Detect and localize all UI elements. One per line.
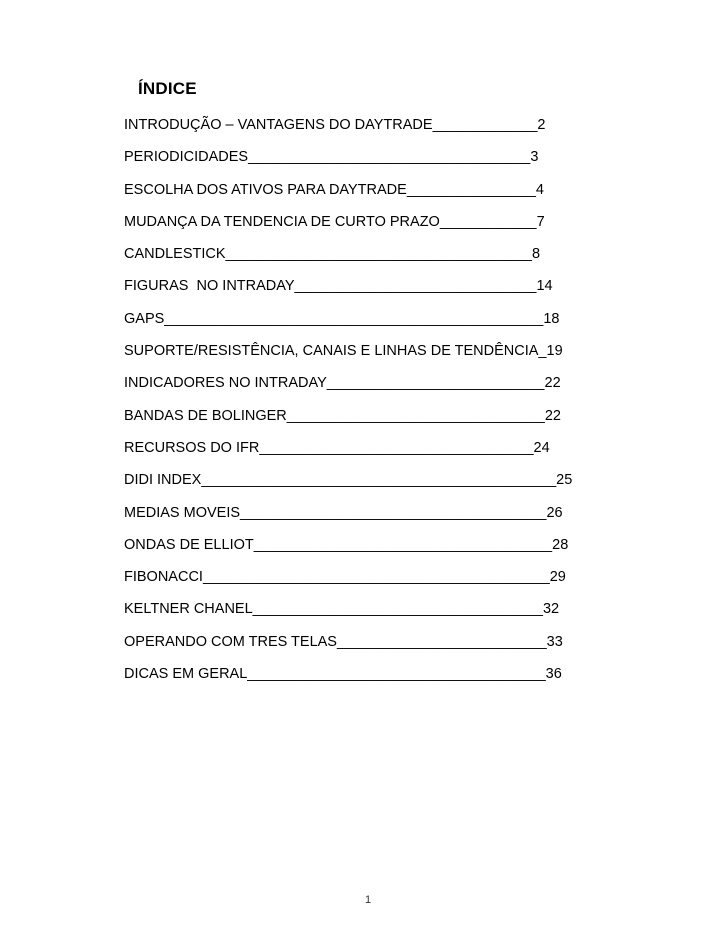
toc-entry-text: FIBONACCI <box>124 569 203 586</box>
toc-entry-page: 28 <box>552 536 569 553</box>
toc-entry-leader: __________________________ <box>336 633 547 650</box>
toc-entry-page: 4 <box>535 181 544 198</box>
toc-entry-text: FIGURAS NO INTRADAY <box>124 278 295 295</box>
toc-entry-text: INTRODUÇÃO – VANTAGENS DO DAYTRADE <box>124 117 433 133</box>
toc-entry <box>124 180 614 201</box>
toc-entry-leader: ______________________________________ <box>225 246 532 263</box>
toc-entry <box>124 373 614 394</box>
toc-entry <box>124 599 614 620</box>
toc-entry <box>124 567 614 588</box>
toc-entry-page: 2 <box>537 117 546 133</box>
table-of-contents <box>124 115 614 696</box>
toc-entry-page: 32 <box>542 601 560 618</box>
toc-entry <box>124 406 614 427</box>
toc-entry-leader: ____________ <box>439 213 537 230</box>
toc-entry-leader: ___________________________ <box>326 375 545 392</box>
toc-entry <box>124 470 614 491</box>
toc-entry-page: 29 <box>549 569 566 586</box>
toc-entry-page: 22 <box>544 407 561 424</box>
toc-entry-leader: ________________________________ <box>286 407 545 424</box>
toc-entry-page: 14 <box>536 278 553 295</box>
toc-title: ÍNDICE <box>138 79 197 98</box>
toc-entry-leader: ____________________________________ <box>252 601 543 618</box>
toc-entry-page: 3 <box>530 149 539 166</box>
toc-entry-text: KELTNER CHANEL <box>124 601 253 618</box>
toc-entry <box>124 535 614 556</box>
toc-entry-text: SUPORTE/RESISTÊNCIA, CANAIS E LINHAS DE TENDÊNCIA <box>124 343 539 360</box>
toc-entry-leader: ______________________________________ <box>240 504 547 521</box>
toc-entry-text: ESCOLHA DOS ATIVOS PARA DAYTRADE <box>124 181 407 198</box>
toc-entry <box>124 503 614 524</box>
toc-entry-page: 25 <box>556 472 573 489</box>
toc-entry-page: 24 <box>533 439 550 456</box>
toc-entry <box>124 664 614 685</box>
toc-entry-text: ONDAS DE ELLIOT <box>124 536 254 553</box>
toc-entry <box>124 147 614 168</box>
toc-entry-leader: ___________________________________ <box>248 149 531 166</box>
toc-entry <box>124 276 614 297</box>
toc-entry <box>124 212 614 233</box>
toc-entry <box>124 244 614 265</box>
toc-entry-leader: ________________ <box>406 181 536 198</box>
toc-entry-text: PERIODICIDADES <box>124 149 249 166</box>
toc-entry-page: 26 <box>546 504 563 521</box>
toc-entry-text: CANDLESTICK <box>124 246 226 263</box>
toc-entry-page: 8 <box>531 246 541 263</box>
toc-entry-text: BANDAS DE BOLINGER <box>124 407 287 424</box>
toc-entry-leader: _______________________________________________ <box>164 310 544 327</box>
toc-entry-text: INDICADORES NO INTRADAY <box>124 375 327 392</box>
toc-entry-leader: _____________ <box>432 117 538 133</box>
toc-entry-text: DIDI INDEX <box>124 472 202 489</box>
toc-entry-text: RECURSOS DO IFR <box>124 439 260 456</box>
toc-entry-page: 19 <box>546 343 563 360</box>
toc-entry-page: 33 <box>546 633 563 650</box>
toc-entry-page: 7 <box>536 213 545 230</box>
toc-entry-leader: _ <box>538 343 547 360</box>
page-number: 1 <box>364 894 372 906</box>
toc-entry-leader: ___________________________________________ <box>202 569 550 586</box>
toc-entry <box>124 438 614 459</box>
toc-entry-page: 36 <box>545 666 562 683</box>
toc-entry-leader: _____________________________________ <box>247 666 546 683</box>
toc-entry <box>124 632 614 653</box>
toc-entry <box>124 309 614 330</box>
toc-entry <box>124 341 614 362</box>
toc-entry-text: DICAS EM GERAL <box>124 666 248 683</box>
toc-entry-text: OPERANDO COM TRES TELAS <box>124 633 337 650</box>
toc-entry-leader: _____________________________________ <box>253 536 553 553</box>
toc-entry-page: 18 <box>543 310 560 327</box>
toc-entry-text: GAPS <box>124 310 165 327</box>
toc-entry-text: MUDANÇA DA TENDENCIA DE CURTO PRAZO <box>124 213 440 230</box>
toc-entry-page: 22 <box>544 375 561 392</box>
toc-entry-text: MEDIAS MOVEIS <box>124 504 241 521</box>
toc-entry-leader: ____________________________________________ <box>201 472 557 489</box>
toc-entry-leader: ______________________________ <box>294 278 537 295</box>
toc-entry <box>124 115 614 136</box>
toc-entry-leader: __________________________________ <box>259 439 534 456</box>
